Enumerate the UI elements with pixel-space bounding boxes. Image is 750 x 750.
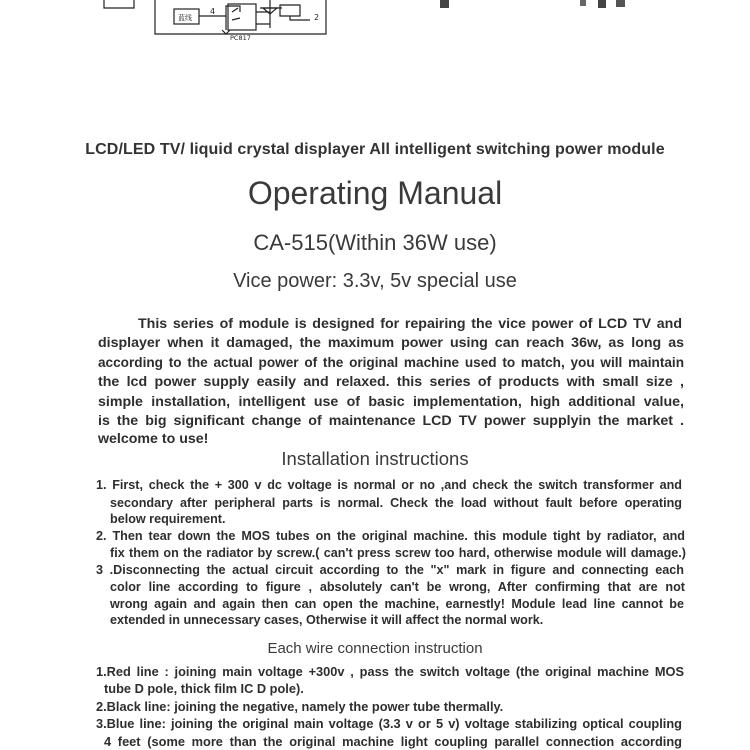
intro-line: This series of module is designed for repairing the vice power of LCD TV and: [138, 316, 682, 332]
intro-line: according to the actual power of the original machine used to match, you will maintain: [98, 355, 684, 370]
installation-line: below requirement.: [110, 512, 226, 526]
wire-label: 蓝线: [178, 14, 192, 22]
terminal-block-outline: [104, 0, 134, 8]
installation-line: extended in unnecessary cases, Otherwise it will affect the normal work.: [110, 613, 544, 627]
module-heading: LCD/LED TV/ liquid crystal displayer All intelligent switching power module: [85, 141, 665, 158]
intro-line: simple installation, intelligent use of basic implementation, high additional value,: [98, 394, 684, 410]
page-title: Operating Manual: [247, 175, 503, 211]
scan-artifact-marks: [440, 0, 640, 12]
vice-power-note: Vice power: 3.3v, 5v special use: [233, 270, 517, 292]
model-subtitle: CA-515(Within 36W use): [253, 230, 497, 255]
installation-line: secondary after peripheral parts is normal. Check the load without fault before operating: [110, 496, 682, 510]
wire-connection-heading: Each wire connection instruction: [267, 640, 483, 657]
chip-label: PC817: [230, 34, 251, 42]
wire-line: 1.Red line : joining main voltage +300v , pass the switch voltage (the original machine MOS: [96, 664, 684, 679]
wire-line: tube D pole, thick film IC D pole).: [104, 681, 304, 696]
wire-line: 2.Black line: joining the negative, namely the power tube thermally.: [96, 699, 504, 714]
optocoupler-outline: [228, 4, 256, 30]
installation-heading: Installation instructions: [281, 448, 469, 469]
intro-line: displayer when it damaged, the maximum power using can reach 36w, as long as: [98, 335, 684, 351]
installation-line: fix them on the radiator by screw.( can't press screw too hard, otherwise module will damage.): [110, 546, 686, 560]
pin-label-4: 4: [210, 7, 216, 16]
circuit-diagram-fragment: [0, 0, 330, 42]
intro-line: welcome to use!: [98, 431, 209, 447]
intro-line: is the big significant change of maintenance LCD TV power supplyin the market .: [98, 413, 684, 429]
pin-label-2: 2: [314, 13, 320, 22]
installation-line: 3 .Disconnecting the actual circuit according to the "x" mark in figure and connecting each: [96, 563, 684, 577]
installation-line: wrong again and again then can open the machine, earnestly! Module lead line cannot be: [110, 597, 684, 611]
intro-line: the lcd power supply easily and relaxed. this series of products with small size ,: [98, 374, 684, 390]
installation-line: 2. Then tear down the MOS tubes on the original machine. this module tight by radiator, and: [96, 529, 685, 543]
wire-line: 3.Blue line: joining the original main voltage (3.3 v or 5 v) voltage stabilizing optical coupling: [96, 716, 682, 731]
installation-line: 1. First, check the + 300 v dc voltage is normal or no ,and check the switch transformer and: [96, 478, 682, 492]
wire-line: 4 feet (some more than the original machine light coupling parallel connection according: [104, 734, 682, 749]
installation-line: color line according to figure , absolutely can't be wrong, After confirming that are not: [110, 580, 685, 594]
